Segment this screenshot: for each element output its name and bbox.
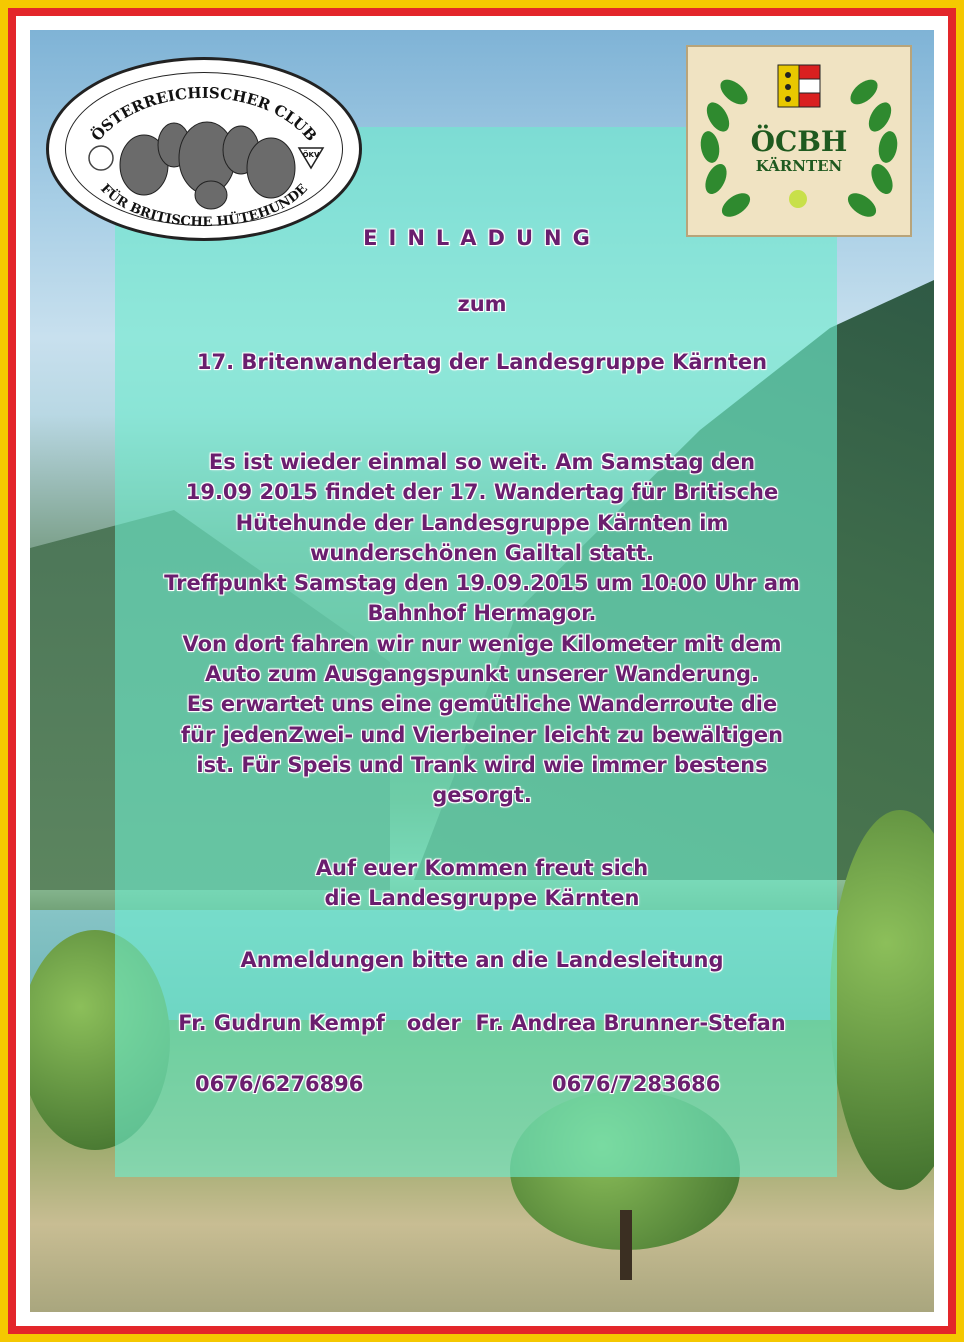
invitation-zum: zum xyxy=(457,292,507,316)
coat-of-arms-icon xyxy=(778,65,820,107)
closing-greeting xyxy=(0,853,964,913)
body-line: Bahnhof Hermagor. xyxy=(367,601,597,626)
okv-badge xyxy=(299,148,323,168)
body-line: Treffpunkt Samstag den 19.09.2015 um 10:00 Uhr am xyxy=(164,571,800,596)
ocbh-label: ÖCBH xyxy=(750,125,848,158)
paw-icon xyxy=(789,190,807,208)
okv-label: ÖKV xyxy=(302,151,320,159)
closing-line: Auf euer Kommen freut sich xyxy=(315,856,649,880)
body-line: 19.09 2015 findet der 17. Wandertag für Britische xyxy=(185,480,779,505)
logo-arc-top: ÖSTERREICHISCHER CLUB xyxy=(87,83,321,145)
laurel-wreath-icon xyxy=(688,47,910,235)
body-line: wunderschönen Gailtal statt. xyxy=(310,540,654,565)
tree-trunk xyxy=(620,1210,632,1280)
invitation-heading: EINLADUNG xyxy=(363,226,601,250)
closing-line: die Landesgruppe Kärnten xyxy=(324,886,640,910)
phone-right: 0676/7283686 xyxy=(552,1072,721,1096)
dogs-emblem xyxy=(49,60,359,238)
body-line: Es ist wieder einmal so weit. Am Samstag den xyxy=(208,450,756,474)
phone-left: 0676/6276896 xyxy=(195,1072,364,1096)
body-line: gesorgt. xyxy=(432,783,532,808)
body-line: für jedenZwei- und Vierbeiner leicht zu bewältigen xyxy=(180,722,784,747)
club-logo xyxy=(46,57,362,241)
kaernten-label: KÄRNTEN xyxy=(755,157,843,175)
body-line: Es erwartet uns eine gemütliche Wanderroute die xyxy=(186,692,778,717)
logo-arc-bottom: FÜR BRITISCHE HÜTEHUNDE xyxy=(97,181,311,231)
event-title: 17. Britenwandertag der Landesgruppe Kärnten xyxy=(196,350,768,374)
seal-icon xyxy=(89,146,113,170)
ocbh-kaernten-logo xyxy=(686,45,912,237)
body-line: Hütehunde der Landesgruppe Kärnten im xyxy=(235,510,729,535)
invitation-body xyxy=(0,447,964,811)
body-line: Auto zum Ausgangspunkt unserer Wanderung. xyxy=(205,662,759,687)
body-line: ist. Für Speis und Trank wird wie immer bestens xyxy=(196,752,768,777)
registration-note: Anmeldungen bitte an die Landesleitung xyxy=(240,948,724,972)
body-line: Von dort fahren wir nur wenige Kilometer mit dem xyxy=(182,631,782,656)
contact-names: Fr. Gudrun Kempf oder Fr. Andrea Brunner-Stefan xyxy=(178,1011,786,1035)
